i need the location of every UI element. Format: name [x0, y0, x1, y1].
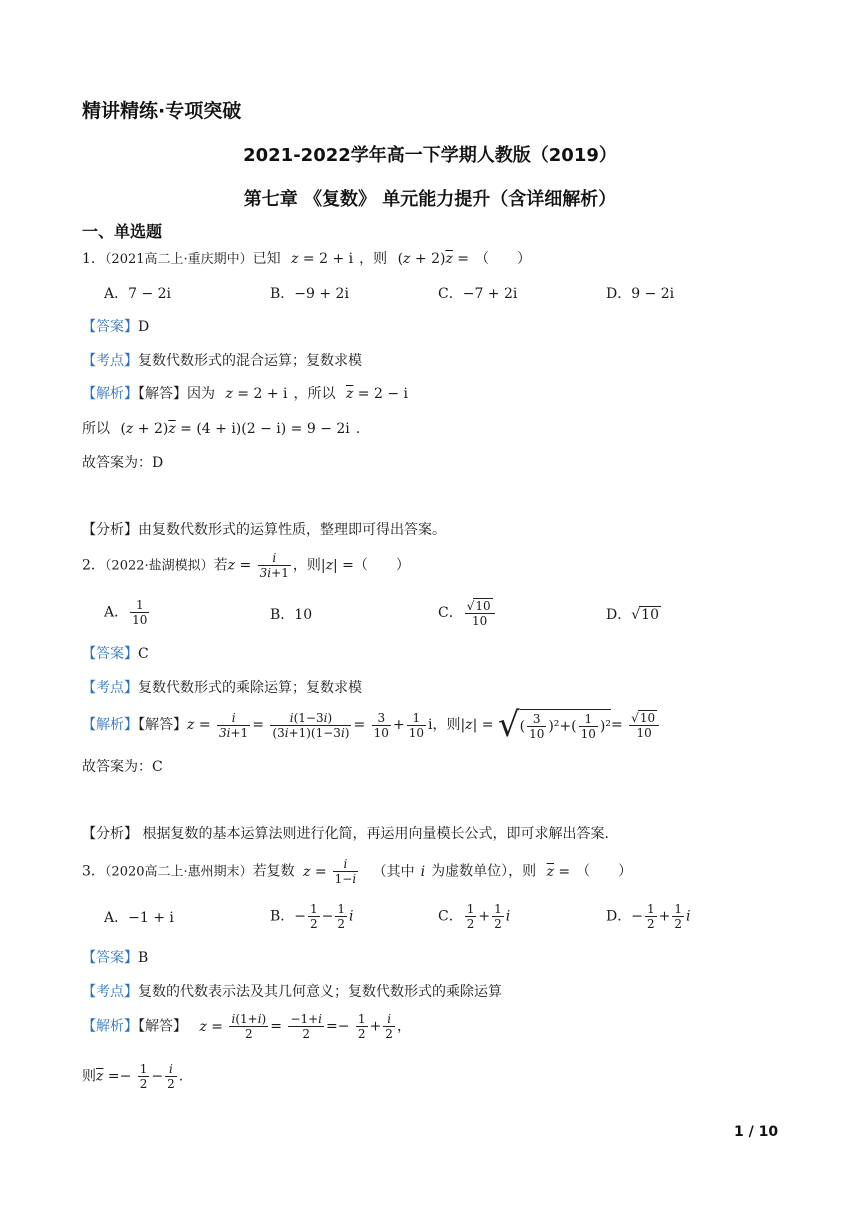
option-b: B．10 [270, 607, 313, 623]
solution-line-2: 则$\overline{z}$ =− $\frac{1}{2}$ − $\frac{i}{2}$ . [82, 1062, 184, 1091]
option-d: D．9 − 2i [606, 286, 675, 302]
solution-line-2: 所以 $(z + 2)\overline{z} = (4 + i)(2 - i) = 9 - 2i$ . [82, 421, 361, 437]
question-1-stem: 1．（2021高二上·重庆期中）已知 z = 2 + i ，则 $(z + 2)\overline{z}$ = （ ） [82, 251, 532, 267]
answer-line: 【答案】C [82, 646, 149, 662]
option-d: D．√10 [606, 607, 659, 623]
option-b: B．− $\frac{1}{2}$ − $\frac{1}{2}$ i [270, 902, 354, 931]
answer-line: 【答案】B [82, 950, 149, 966]
conclusion: 故答案为：D [82, 455, 164, 471]
conclusion: 故答案为：C [82, 759, 163, 775]
knowledge-point: 【考点】复数代数形式的乘除运算；复数求模 [82, 680, 362, 696]
question-number: 1． [82, 251, 105, 267]
question-2-stem: 2．（2022·盐湖模拟）若z = $\frac{i}{3i+1}$ ，则|z| =（ ） [82, 551, 410, 580]
option-d: D．− $\frac{1}{2}$ + $\frac{1}{2}$ i [606, 902, 691, 931]
option-a: A．−1 + i [104, 910, 174, 926]
page-number: 1 / 10 [734, 1124, 779, 1140]
option-b: B．−9 + 2i [270, 286, 349, 302]
document-subtitle: 第七章 《复数》 单元能力提升（含详细解析） [243, 189, 617, 210]
summary: 【分析】 根据复数的基本运算法则进行化简，再运用向量模长公式，即可求解出答案. [82, 826, 609, 842]
solution-line: 【解析】【解答】因为 z = 2 + i ，所以 $\overline{z} = 2 - i$ [82, 386, 408, 402]
option-a: A．7 − 2i [104, 286, 172, 302]
knowledge-point: 【考点】复数代数形式的混合运算；复数求模 [82, 353, 362, 369]
option-c: C． $\frac{√10}{10}$ [438, 598, 497, 628]
answer-line: 【答案】D [82, 319, 150, 335]
summary: 【分析】由复数代数形式的运算性质，整理即可得出答案。 [82, 522, 446, 538]
question-3-stem: 3．（2020高二上·惠州期末）若复数 z = $\frac{i}{1-i}$ （其中 i 为虚数单位），则 $\overline{z}$ = （ ） [82, 857, 633, 886]
question-source: （2021高二上·重庆期中） [104, 252, 253, 267]
solution-line: 【解析】【解答】z = $\frac{i}{3i+1}$ = $\frac{i(1-3i)}{(3i+1)(1-3i)}$ = $\frac{3}{10}$ + $\frac{1}{10}$ i，则|z| = √( $\frac{3}{10}$ )²+( $\frac{1}{10}$ )²= $\frac{√10}{10}$ [82, 708, 661, 742]
series-title: 精讲精练·专项突破 [82, 100, 242, 122]
section-title: 一、单选题 [82, 222, 163, 241]
option-a: A． $\frac{1}{10}$ [104, 598, 148, 627]
document-title: 2021-2022学年高一下学期人教版（2019） [243, 145, 617, 166]
option-c: C．−7 + 2i [438, 286, 518, 302]
solution-line: 【解析】【解答】 z = $\frac{i(1+i)}{2}$ = $\frac{-1+i}{2}$ =− $\frac{1}{2}$ + $\frac{i}{2}$ ， [82, 1012, 411, 1041]
knowledge-point: 【考点】复数的代数表示法及其几何意义；复数代数形式的乘除运算 [82, 984, 502, 1000]
option-c: C． $\frac{1}{2}$ + $\frac{1}{2}$ i [438, 902, 511, 931]
answer-value: D [138, 319, 150, 335]
